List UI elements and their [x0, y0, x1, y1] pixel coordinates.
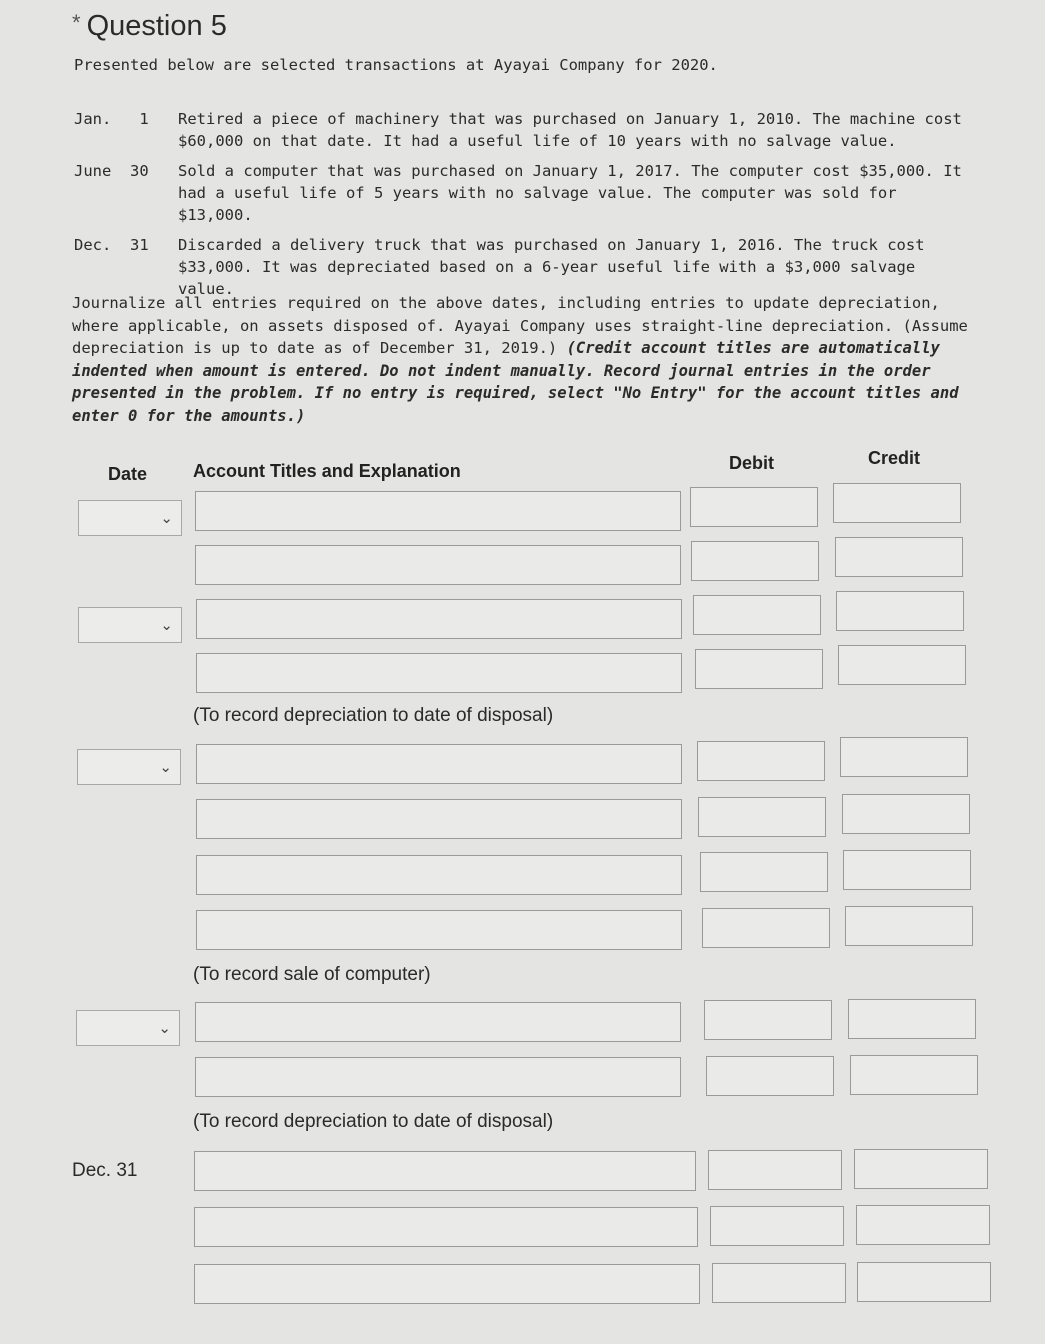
account-input[interactable] — [196, 744, 682, 784]
instructions-bold: (Credit account titles are automatically indented when amount is entered. Do not indent manually. Record journal entries in the order presented in the problem. If no entry is required, select "No Entry" for the account titles and enter 0 for the amounts.) — [72, 339, 959, 425]
debit-input[interactable] — [704, 1000, 832, 1040]
account-input[interactable] — [195, 1057, 681, 1097]
transaction-date: Dec. 31 — [74, 236, 149, 254]
credit-input[interactable] — [842, 794, 970, 834]
account-input[interactable] — [196, 599, 682, 639]
debit-input[interactable] — [691, 541, 819, 581]
credit-input[interactable] — [856, 1205, 990, 1245]
debit-header: Debit — [729, 453, 774, 473]
entry-note: (To record depreciation to date of disposal) — [193, 1111, 554, 1132]
credit-input[interactable] — [850, 1055, 978, 1095]
entry-note: (To record depreciation to date of disposal) — [193, 705, 554, 726]
chevron-down-icon: ⌄ — [158, 1019, 171, 1037]
credit-input[interactable] — [848, 999, 976, 1039]
debit-input[interactable] — [712, 1263, 846, 1303]
credit-input[interactable] — [845, 906, 973, 946]
account-input[interactable] — [196, 855, 682, 895]
debit-input[interactable] — [695, 649, 823, 689]
transaction-text: Retired a piece of machinery that was purchased on January 1, 2010. The machine cost $60,000 on that date. It had a useful life of 10 years with no salvage value. — [178, 110, 962, 150]
account-input[interactable] — [194, 1151, 696, 1191]
debit-input[interactable] — [693, 595, 821, 635]
transaction-text: Discarded a delivery truck that was purchased on January 1, 2016. The truck cost $33,000. It was depreciated based on a 6-year useful life with a $3,000 salvage value. — [178, 236, 925, 298]
chevron-down-icon: ⌄ — [159, 758, 172, 776]
question-title — [72, 10, 227, 43]
date-header: Date — [108, 464, 148, 484]
credit-input[interactable] — [840, 737, 968, 777]
debit-input[interactable] — [702, 908, 830, 948]
credit-input[interactable] — [857, 1262, 991, 1302]
debit-input[interactable] — [710, 1206, 844, 1246]
account-input[interactable] — [195, 545, 681, 585]
debit-input[interactable] — [697, 741, 825, 781]
credit-header: Credit — [868, 448, 921, 468]
debit-input[interactable] — [706, 1056, 834, 1096]
transaction-date: June 30 — [74, 162, 149, 180]
instructions — [72, 292, 977, 427]
chevron-down-icon: ⌄ — [160, 509, 173, 527]
account-input[interactable] — [195, 491, 681, 531]
entry-date-label: Dec. 31 — [72, 1160, 138, 1181]
chevron-down-icon: ⌄ — [160, 616, 173, 634]
debit-input[interactable] — [698, 797, 826, 837]
credit-input[interactable] — [838, 645, 966, 685]
date-select[interactable] — [78, 607, 182, 643]
credit-input[interactable] — [836, 591, 964, 631]
question-title-text: Question 5 — [86, 10, 227, 42]
credit-input[interactable] — [854, 1149, 988, 1189]
account-header: Account Titles and Explanation — [193, 461, 461, 481]
entry-note: (To record sale of computer) — [193, 964, 431, 985]
date-select[interactable] — [78, 500, 182, 536]
account-input[interactable] — [194, 1264, 700, 1304]
account-input[interactable] — [196, 653, 682, 693]
account-input[interactable] — [194, 1207, 698, 1247]
date-select[interactable] — [77, 749, 181, 785]
account-input[interactable] — [196, 910, 682, 950]
intro-text: Presented below are selected transactions at Ayayai Company for 2020. — [74, 56, 718, 74]
transaction-date: Jan. 1 — [74, 110, 149, 128]
debit-input[interactable] — [708, 1150, 842, 1190]
credit-input[interactable] — [843, 850, 971, 890]
instructions-text: Journalize all entries required on the above dates, including entries to update depreciation, where applicable, on assets disposed of. Ayayai Company uses straight-line depreciation. (Assume depreciation is up to date as of December 31, 2019.) — [72, 294, 968, 357]
account-input[interactable] — [195, 1002, 681, 1042]
credit-input[interactable] — [835, 537, 963, 577]
credit-input[interactable] — [833, 483, 961, 523]
debit-input[interactable] — [690, 487, 818, 527]
required-star: * — [72, 10, 81, 35]
transaction-text: Sold a computer that was purchased on January 1, 2017. The computer cost $35,000. It had a useful life of 5 years with no salvage value. The computer was sold for $13,000. — [178, 162, 962, 224]
account-input[interactable] — [196, 799, 682, 839]
debit-input[interactable] — [700, 852, 828, 892]
date-select[interactable] — [76, 1010, 180, 1046]
